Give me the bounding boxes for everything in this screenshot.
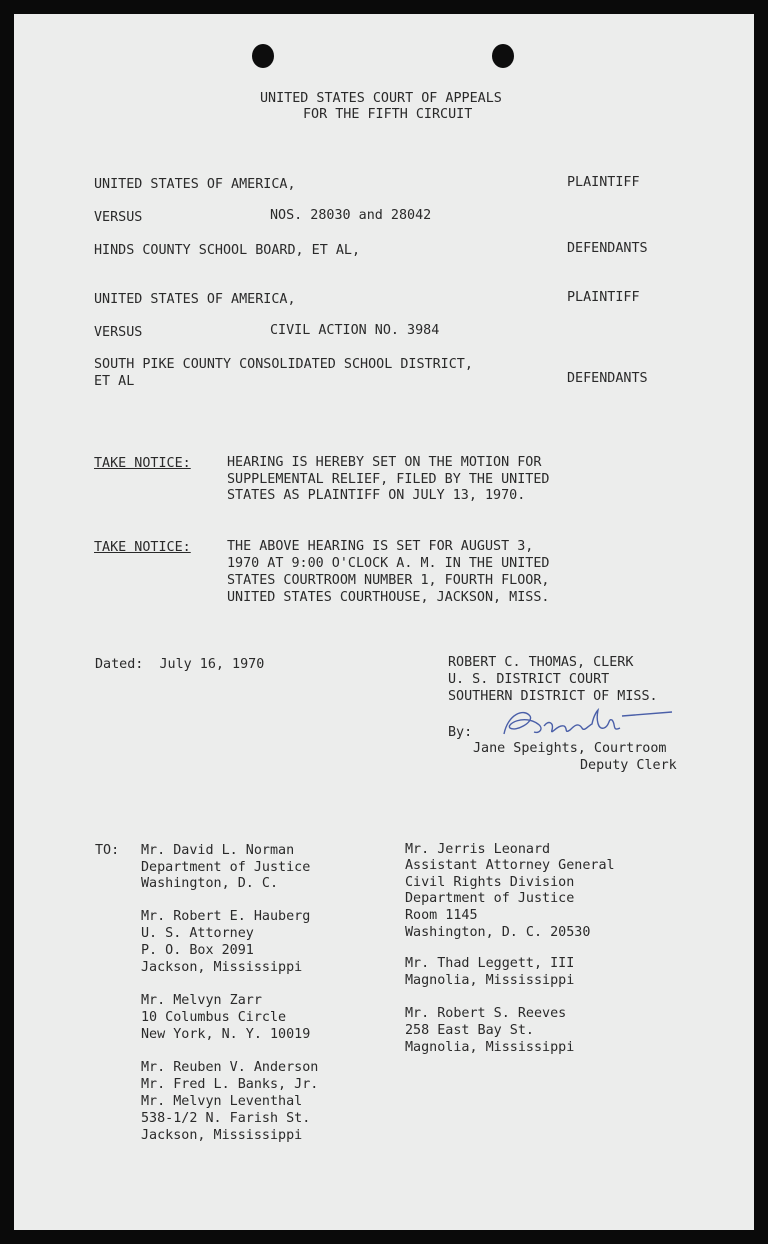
recipient-leonard-3: Civil Rights Division [405,875,575,890]
recipient-hauberg-2: U. S. Attorney [141,926,254,941]
recipient-hauberg-3: P. O. Box 2091 [141,943,254,958]
notice1-line3: STATES AS PLAINTIFF ON JULY 13, 1970. [227,488,526,503]
case2-role1: PLAINTIFF [567,290,640,305]
recipient-reeves-3: Magnolia, Mississippi [405,1040,575,1055]
recipient-leonard-5: Room 1145 [405,908,478,923]
notice1-line2: SUPPLEMENTAL RELIEF, FILED BY THE UNITED [227,472,550,487]
recipient-hauberg-4: Jackson, Mississippi [141,960,303,975]
recipient-leggett-2: Magnolia, Mississippi [405,973,575,988]
recipient-zarr-2: 10 Columbus Circle [141,1010,287,1025]
clerk-court: U. S. DISTRICT COURT [448,672,610,687]
notice1-line1: HEARING IS HEREBY SET ON THE MOTION FOR [227,455,542,470]
recipient-anderson-1: Mr. Reuben V. Anderson [141,1060,319,1075]
recipient-norman-2: Department of Justice [141,860,311,875]
recipient-leonard-6: Washington, D. C. 20530 [405,925,591,940]
punch-hole-left [252,44,274,68]
punch-hole-right [492,44,514,68]
recipient-norman-1: Mr. David L. Norman [141,843,295,858]
notice2-line4: UNITED STATES COURTHOUSE, JACKSON, MISS. [227,590,550,605]
notice2-line3: STATES COURTROOM NUMBER 1, FOURTH FLOOR, [227,573,550,588]
case2-versus: VERSUS [94,325,143,340]
case2-civil-action: CIVIL ACTION NO. 3984 [270,323,440,338]
court-circuit: FOR THE FIFTH CIRCUIT [303,107,473,122]
case1-role1: PLAINTIFF [567,175,640,190]
recipient-leonard-4: Department of Justice [405,891,575,906]
clerk-district: SOUTHERN DISTRICT OF MISS. [448,689,658,704]
document-page [14,14,754,1230]
recipient-reeves-1: Mr. Robert S. Reeves [405,1006,567,1021]
recipient-hauberg-1: Mr. Robert E. Hauberg [141,909,311,924]
recipient-leggett-1: Mr. Thad Leggett, III [405,956,575,971]
notice2-line2: 1970 AT 9:00 O'CLOCK A. M. IN THE UNITED [227,556,550,571]
recipient-reeves-2: 258 East Bay St. [405,1023,534,1038]
dated-line: Dated: July 16, 1970 [95,657,265,672]
case1-numbers: NOS. 28030 and 28042 [270,208,432,223]
deputy-name: Jane Speights, Courtroom [473,741,667,756]
deputy-title: Deputy Clerk [580,758,677,773]
recipient-leonard-2: Assistant Attorney General [405,858,615,873]
recipient-norman-3: Washington, D. C. [141,876,279,891]
recipient-anderson-3: Mr. Melvyn Leventhal [141,1094,303,1109]
recipient-zarr-3: New York, N. Y. 10019 [141,1027,311,1042]
case2-role2: DEFENDANTS [567,371,648,386]
case2-party2-line2: ET AL [94,374,135,389]
recipient-zarr-1: Mr. Melvyn Zarr [141,993,262,1008]
case1-party1: UNITED STATES OF AMERICA, [94,177,296,192]
notice1-label: TAKE NOTICE: [94,456,191,471]
to-label: TO: [95,843,120,858]
court-title: UNITED STATES COURT OF APPEALS [260,91,502,106]
case1-versus: VERSUS [94,210,143,225]
recipient-anderson-5: Jackson, Mississippi [141,1128,303,1143]
recipient-anderson-2: Mr. Fred L. Banks, Jr. [141,1077,319,1092]
recipient-anderson-4: 538-1/2 N. Farish St. [141,1111,311,1126]
recipient-leonard-1: Mr. Jerris Leonard [405,842,551,857]
case1-party2: HINDS COUNTY SCHOOL BOARD, ET AL, [94,243,361,258]
case2-party1: UNITED STATES OF AMERICA, [94,292,296,307]
clerk-name: ROBERT C. THOMAS, CLERK [448,655,634,670]
case1-role2: DEFENDANTS [567,241,648,256]
by-label: By: [448,725,473,740]
notice2-line1: THE ABOVE HEARING IS SET FOR AUGUST 3, [227,539,534,554]
notice2-label: TAKE NOTICE: [94,540,191,555]
signature-scribble [494,704,674,744]
case2-party2-line1: SOUTH PIKE COUNTY CONSOLIDATED SCHOOL DISTRICT, [94,357,473,372]
